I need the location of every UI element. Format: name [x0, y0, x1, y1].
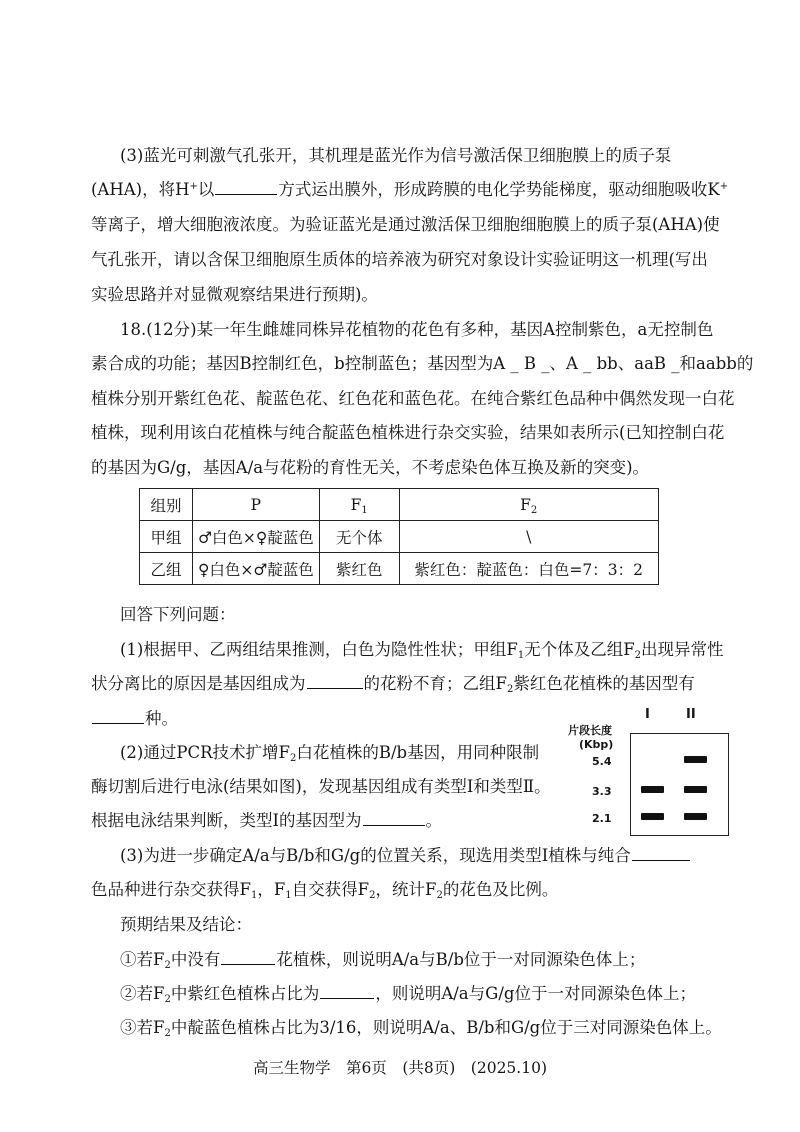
table-cell: 无个体 [319, 521, 399, 553]
gel-size-2-1: 2.1 [592, 812, 612, 825]
part1-line2: 状分离比的原因是基因组成为 的花粉不育；乙组$F_2$紫红色花植株的基因型有 [91, 674, 695, 695]
gel-lane-label-1: I [645, 707, 650, 722]
part2-line2: 酶切割后进行电泳(结果如图)，发现基因组成有类型Ⅰ和类型Ⅱ。 [91, 777, 551, 796]
gel-size-5-4: 5.4 [592, 755, 612, 768]
table-cell: 乙组 [140, 553, 193, 585]
q18-line5: 的基因为G/g，基因A/a与花粉的育性无关，不考虑染色体互换及新的突变)。 [91, 458, 650, 477]
table-cell: \ [399, 521, 658, 553]
gel-band-lane2-5-4 [684, 756, 707, 763]
gel-band-lane1-3-3 [641, 786, 664, 793]
table-cell: 紫红色：靛蓝色：白色=7：3：2 [399, 553, 658, 585]
header-group: 组别 [140, 489, 193, 521]
answer-blank[interactable] [215, 182, 277, 195]
q18-line1: 18.(12分)某一年生雌雄同株异花植物的花色有多种，基因A控制紫色，a无控制色 [120, 320, 714, 339]
answer-blank[interactable] [632, 848, 690, 861]
part1-line3: 种。 [91, 711, 178, 728]
table-header-row [140, 489, 659, 521]
cross-results-table [139, 488, 659, 585]
table-row [140, 553, 659, 585]
answer-prompt: 回答下列问题： [120, 605, 236, 624]
q17-part3-line4: 气孔张开，请以含保卫细胞原生质体的培养液为研究对象设计实验证明这一机理(写出 [91, 250, 708, 269]
answer-blank[interactable] [221, 952, 275, 965]
q17-part3-line5: 实验思路并对显微观察结果进行预期)。 [91, 285, 378, 304]
gel-size-unit: (Kbp) [579, 738, 614, 751]
result-3: ③若$F_2$中靛蓝色植株占比为3/16，则说明A/a、B/b和G/g位于三对同源染色体上。 [120, 1018, 722, 1039]
result-2: ②若$F_2$中紫红色植株占比为 ，则说明A/a与G/g位于一对同源染色体上； [120, 984, 696, 1005]
page-footer: 高三生物学 第6页 (共8页) (2025.10) [252, 1059, 547, 1077]
table-row [140, 521, 659, 553]
q18-line4: 植株，现利用该白花植株与纯合靛蓝色植株进行杂交实验，结果如表所示(已知控制白花 [91, 423, 725, 442]
answer-blank[interactable] [320, 986, 374, 999]
gel-size-title: 片段长度 [568, 724, 612, 737]
part2-line1: (2)通过PCR技术扩增$F_2$白花植株的B/b基因，用同种限制 [120, 743, 540, 764]
header-f2: $F_2$ [399, 489, 658, 521]
table-cell: ♂白色×♀靛蓝色 [193, 521, 320, 553]
gel-band-lane2-2-1 [684, 813, 707, 820]
q17-part3-line2: (AHA)，将H+以 方式运出膜外，形成跨膜的电化学势能梯度，驱动细胞吸收K+ [91, 180, 729, 199]
part3-line2: 色品种进行杂交获得$F_1$，$F_1$自交获得$F_2$，统计$F_2$的花色及比例。 [91, 880, 559, 901]
header-p: P [193, 489, 320, 521]
part3-line1: (3)为进一步确定A/a与B/b和G/g的位置关系，现选用类型Ⅰ植株与纯合 [120, 848, 691, 865]
header-f1: $F_1$ [319, 489, 399, 521]
result-1: ①若$F_2$中没有 花植株，则说明A/a与B/b位于一对同源染色体上； [120, 950, 646, 971]
gel-size-3-3: 3.3 [592, 785, 612, 798]
q18-line2: 素合成的功能；基因B控制红色，b控制蓝色；基因型为A _ B _、A _ bb、aaB _和aabb的 [91, 354, 754, 373]
table-cell: 紫红色 [319, 553, 399, 585]
electrophoresis-gel [630, 733, 729, 836]
q17-part3-line1: (3)蓝光可刺激气孔张开，其机理是蓝光作为信号激活保卫细胞膜上的质子泵 [120, 146, 672, 165]
answer-blank[interactable] [307, 676, 363, 689]
gel-lane-label-2: II [686, 707, 696, 722]
answer-blank[interactable] [363, 813, 425, 826]
gel-band-lane1-2-1 [641, 813, 664, 820]
answer-blank[interactable] [92, 711, 144, 724]
part1-line1: (1)根据甲、乙两组结果推测，白色为隐性性状；甲组$F_1$无个体及乙组$F_2$出现异常性 [120, 640, 724, 661]
q18-line3: 植株分别开紫红色花、靛蓝色花、红色花和蓝色花。在纯合紫红色品种中偶然发现一白花 [91, 389, 735, 408]
table-cell: 甲组 [140, 521, 193, 553]
gel-band-lane2-3-3 [684, 786, 707, 793]
part2-line3: 根据电泳结果判断，类型Ⅰ的基因型为 。 [91, 811, 443, 830]
prediction-title: 预期结果及结论： [120, 915, 252, 934]
table-cell: ♀白色×♂靛蓝色 [193, 553, 320, 585]
q17-part3-line3: 等离子，增大细胞液浓度。为验证蓝光是通过激活保卫细胞细胞膜上的质子泵(AHA)使 [91, 215, 720, 234]
